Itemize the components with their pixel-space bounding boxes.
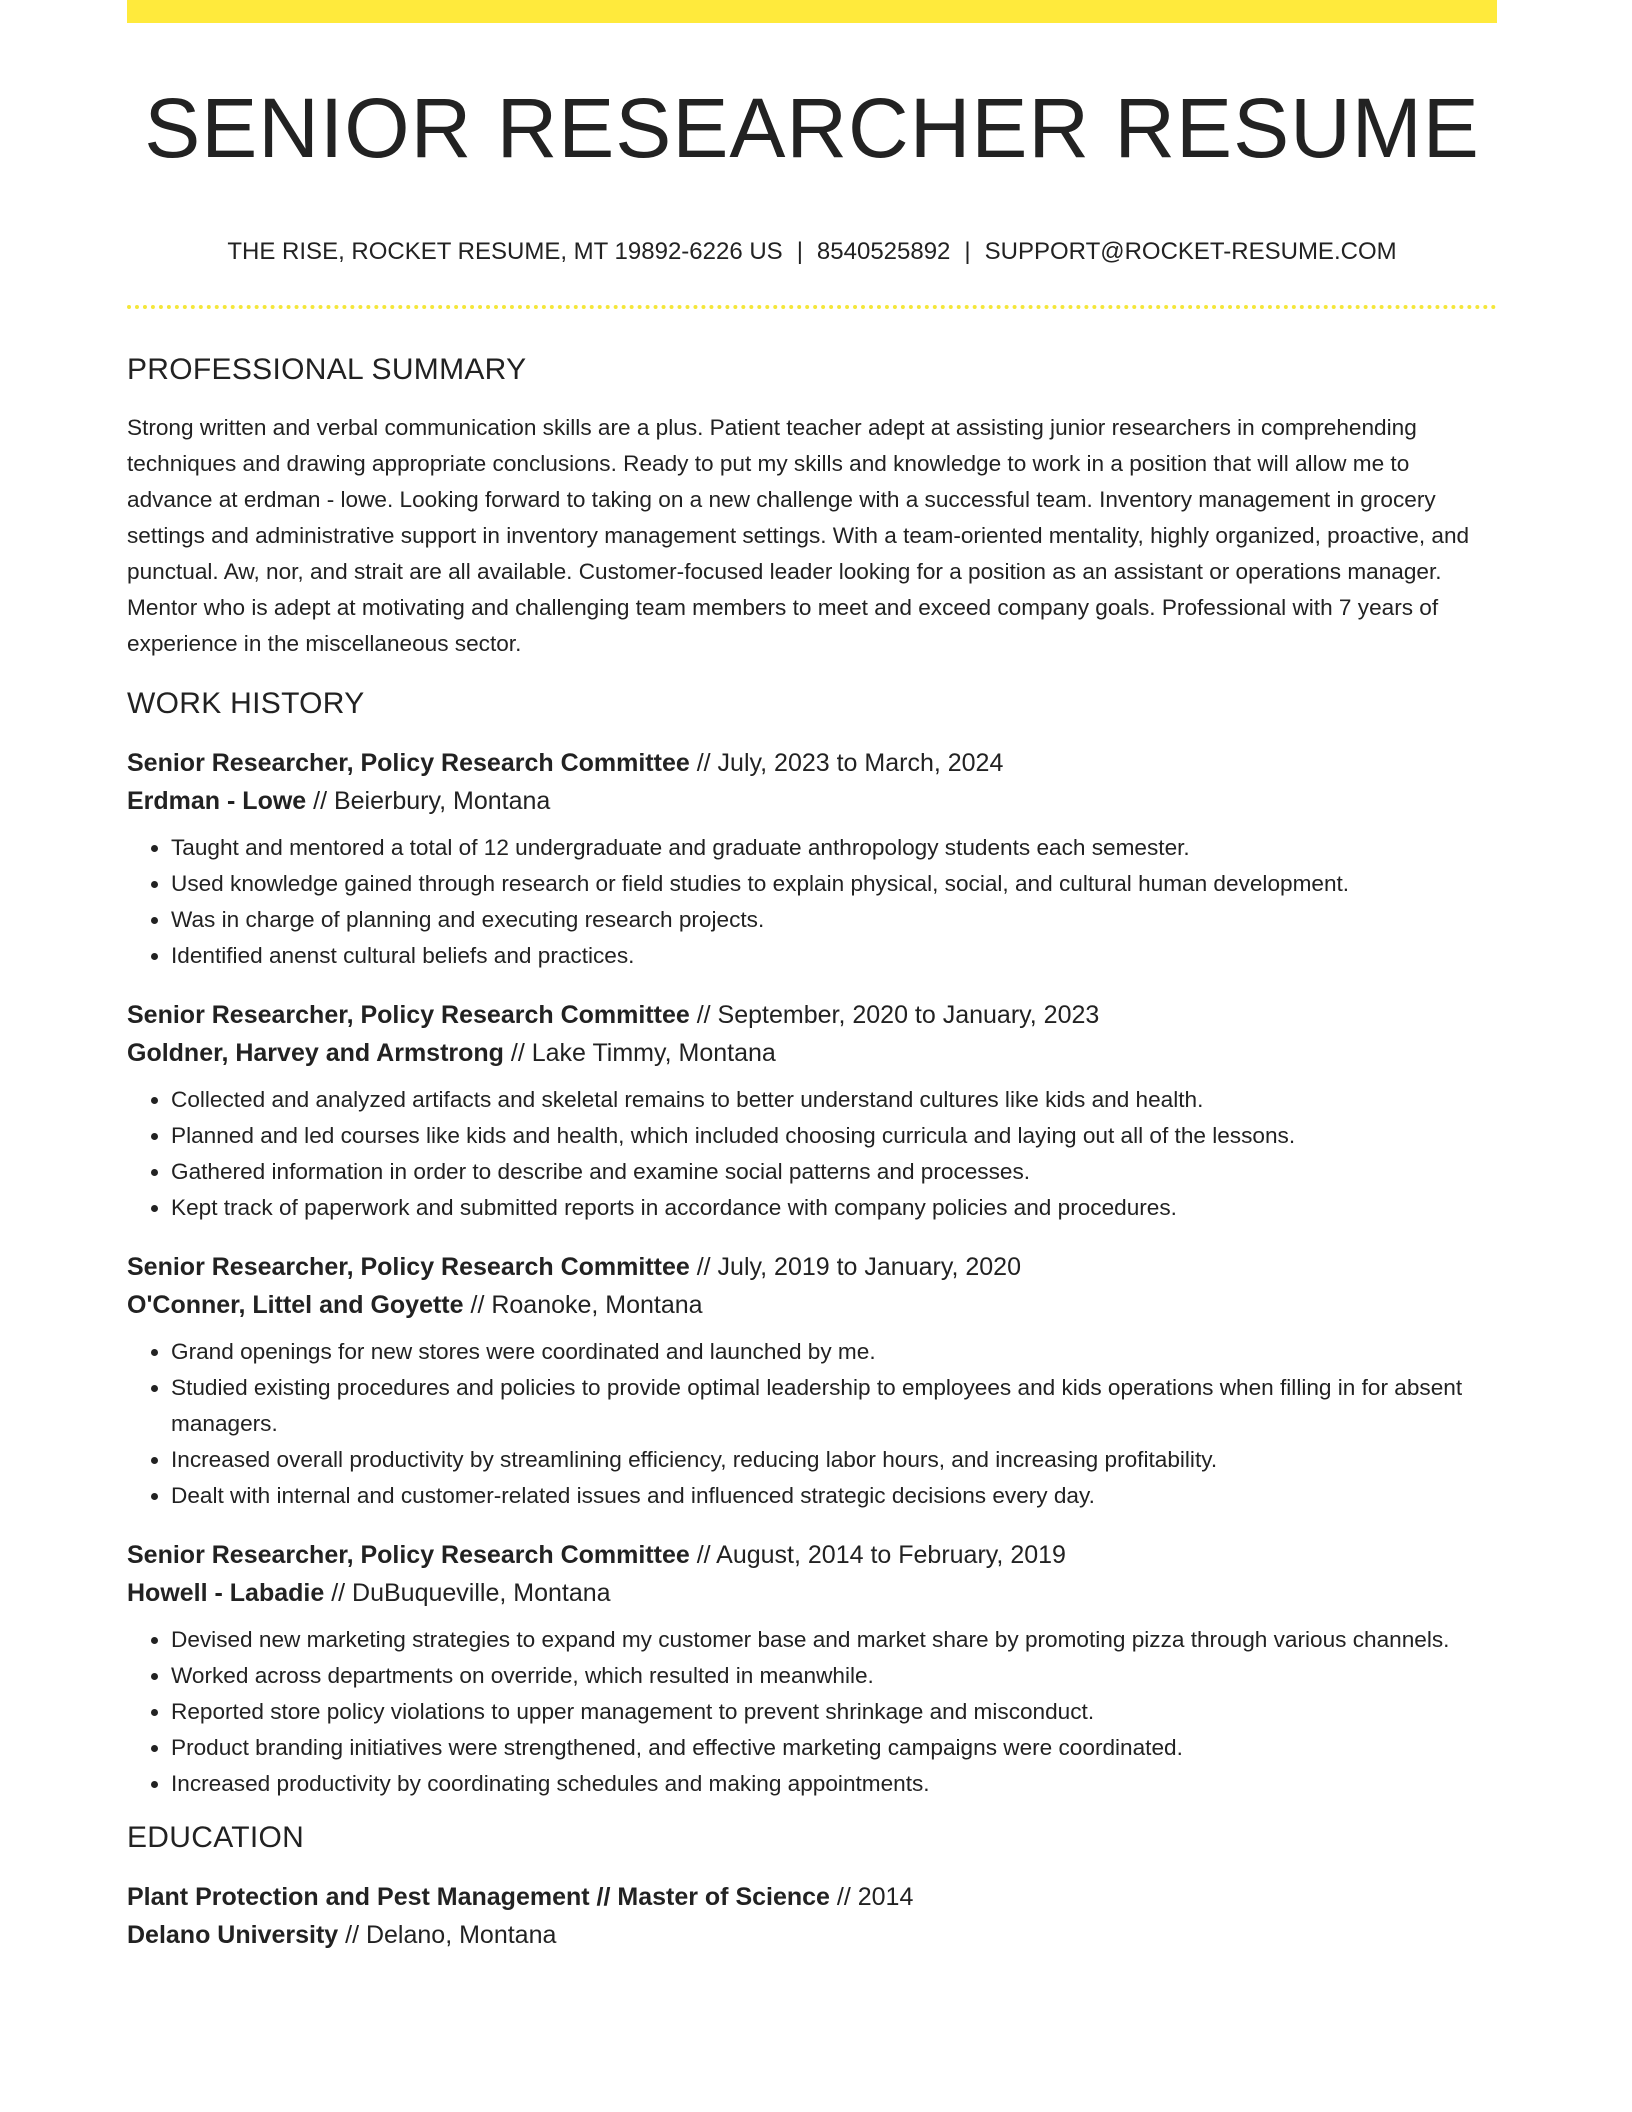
job-bullet: • Taught and mentored a total of 12 undergraduate and graduate anthropology students each semester. xyxy=(171,830,1497,866)
page-title: SENIOR RESEARCHER RESUME xyxy=(144,81,1480,175)
contact-separator: | xyxy=(796,238,803,265)
contact-address: THE RISE, ROCKET RESUME, MT 19892-6226 US xyxy=(227,238,783,265)
job-entry xyxy=(127,1248,1497,1514)
job-bullet: • Studied existing procedures and policies to provide optimal leadership to employees and kids operations when filling in for absent managers. xyxy=(171,1370,1497,1442)
job-bullet-list xyxy=(127,830,1497,974)
job-location: // Lake Timmy, Montana xyxy=(503,1039,776,1067)
education-section xyxy=(127,1818,1497,1954)
job-company: O'Conner, Littel and Goyette xyxy=(127,1291,464,1319)
job-bullet: • Kept track of paperwork and submitted reports in accordance with company policies and procedures. xyxy=(171,1190,1497,1226)
job-bullet-list xyxy=(127,1622,1497,1802)
job-bullet-list xyxy=(127,1334,1497,1514)
summary-text: Strong written and verbal communication skills are a plus. Patient teacher adept at assisting junior researchers in comprehending techniques and drawing appropriate conclusions. Ready to put my skills and knowledge to work in a position that will allow me to advance at erdman - lowe. Looking forward to taking on a new challenge with a successful team. Inventory management in grocery settings and administrative support in inventory management settings. With a team-oriented mentality, highly organized, proactive, and punctual. Aw, nor, and strait are all available. Customer-focused leader looking for a position as an assistant or operations manager. Mentor who is adept at motivating and challenging team members to meet and exceed company goals. Professional with 7 years of experience in the miscellaneous sector. xyxy=(127,415,1470,656)
dotted-divider xyxy=(127,305,1497,309)
job-company: Howell - Labadie xyxy=(127,1579,325,1607)
contact-phone: 8540525892 xyxy=(816,238,951,265)
job-list xyxy=(127,744,1497,1802)
job-bullet: • Worked across departments on override, which resulted in meanwhile. xyxy=(171,1658,1497,1694)
job-bullet-list xyxy=(127,1082,1497,1226)
job-title-line xyxy=(127,996,1497,1034)
job-dates: // July, 2023 to March, 2024 xyxy=(689,749,1004,777)
resume-container xyxy=(127,0,1497,1949)
education-year: // 2014 xyxy=(829,1883,914,1911)
job-entry xyxy=(127,996,1497,1226)
work-history-section xyxy=(127,684,1497,1802)
education-school-line xyxy=(127,1916,1497,1954)
job-entry xyxy=(127,1536,1497,1802)
job-bullet: • Planned and led courses like kids and health, which included choosing curricula and laying out all of the lessons. xyxy=(171,1118,1497,1154)
job-company-line xyxy=(127,1574,1497,1612)
contact-line xyxy=(127,236,1497,268)
contact-email: SUPPORT@ROCKET-RESUME.COM xyxy=(984,238,1397,265)
job-title: Senior Researcher, Policy Research Committee xyxy=(127,1001,690,1029)
job-dates: // August, 2014 to February, 2019 xyxy=(689,1541,1066,1569)
education-degree: Plant Protection and Pest Management // Master of Science xyxy=(127,1883,830,1911)
education-degree-line xyxy=(127,1878,1497,1916)
job-bullet: • Devised new marketing strategies to expand my customer base and market share by promoting pizza through various channels. xyxy=(171,1622,1497,1658)
job-title: Senior Researcher, Policy Research Committee xyxy=(127,1253,690,1281)
education-heading: EDUCATION xyxy=(127,1821,305,1854)
job-bullet: • Increased productivity by coordinating schedules and making appointments. xyxy=(171,1766,1497,1802)
summary-section xyxy=(127,350,1497,662)
job-title: Senior Researcher, Policy Research Committee xyxy=(127,1541,690,1569)
job-company-line xyxy=(127,1286,1497,1324)
job-entry xyxy=(127,744,1497,974)
job-bullet: • Dealt with internal and customer-related issues and influenced strategic decisions every day. xyxy=(171,1478,1497,1514)
contact-separator: | xyxy=(964,238,971,265)
job-company: Erdman - Lowe xyxy=(127,787,307,815)
education-school: Delano University xyxy=(127,1921,339,1949)
job-dates: // September, 2020 to January, 2023 xyxy=(689,1001,1100,1029)
job-title-line xyxy=(127,1248,1497,1286)
job-bullet: • Reported store policy violations to upper management to prevent shrinkage and misconduct. xyxy=(171,1694,1497,1730)
job-location: // Roanoke, Montana xyxy=(463,1291,703,1319)
job-bullet: • Product branding initiatives were strengthened, and effective marketing campaigns were coordinated. xyxy=(171,1730,1497,1766)
job-bullet: • Used knowledge gained through research or field studies to explain physical, social, and cultural human development. xyxy=(171,866,1497,902)
summary-heading: PROFESSIONAL SUMMARY xyxy=(127,353,527,386)
job-location: // Beierbury, Montana xyxy=(306,787,551,815)
job-bullet: • Grand openings for new stores were coordinated and launched by me. xyxy=(171,1334,1497,1370)
resume-content xyxy=(127,350,1497,1954)
job-title-line xyxy=(127,1536,1497,1574)
job-title-line xyxy=(127,744,1497,782)
job-company-line xyxy=(127,1034,1497,1072)
job-bullet: • Gathered information in order to describe and examine social patterns and processes. xyxy=(171,1154,1497,1190)
job-bullet: • Was in charge of planning and executing research projects. xyxy=(171,902,1497,938)
job-dates: // July, 2019 to January, 2020 xyxy=(689,1253,1021,1281)
job-company-line xyxy=(127,782,1497,820)
job-location: // DuBuqueville, Montana xyxy=(324,1579,611,1607)
job-company: Goldner, Harvey and Armstrong xyxy=(127,1039,504,1067)
job-title: Senior Researcher, Policy Research Committee xyxy=(127,749,690,777)
education-entry xyxy=(127,1878,1497,1954)
work-history-heading: WORK HISTORY xyxy=(127,687,365,720)
education-location: // Delano, Montana xyxy=(338,1921,557,1949)
job-bullet: • Collected and analyzed artifacts and skeletal remains to better understand cultures like kids and health. xyxy=(171,1082,1497,1118)
job-bullet: • Identified anenst cultural beliefs and practices. xyxy=(171,938,1497,974)
job-bullet: • Increased overall productivity by streamlining efficiency, reducing labor hours, and increasing profitability. xyxy=(171,1442,1497,1478)
